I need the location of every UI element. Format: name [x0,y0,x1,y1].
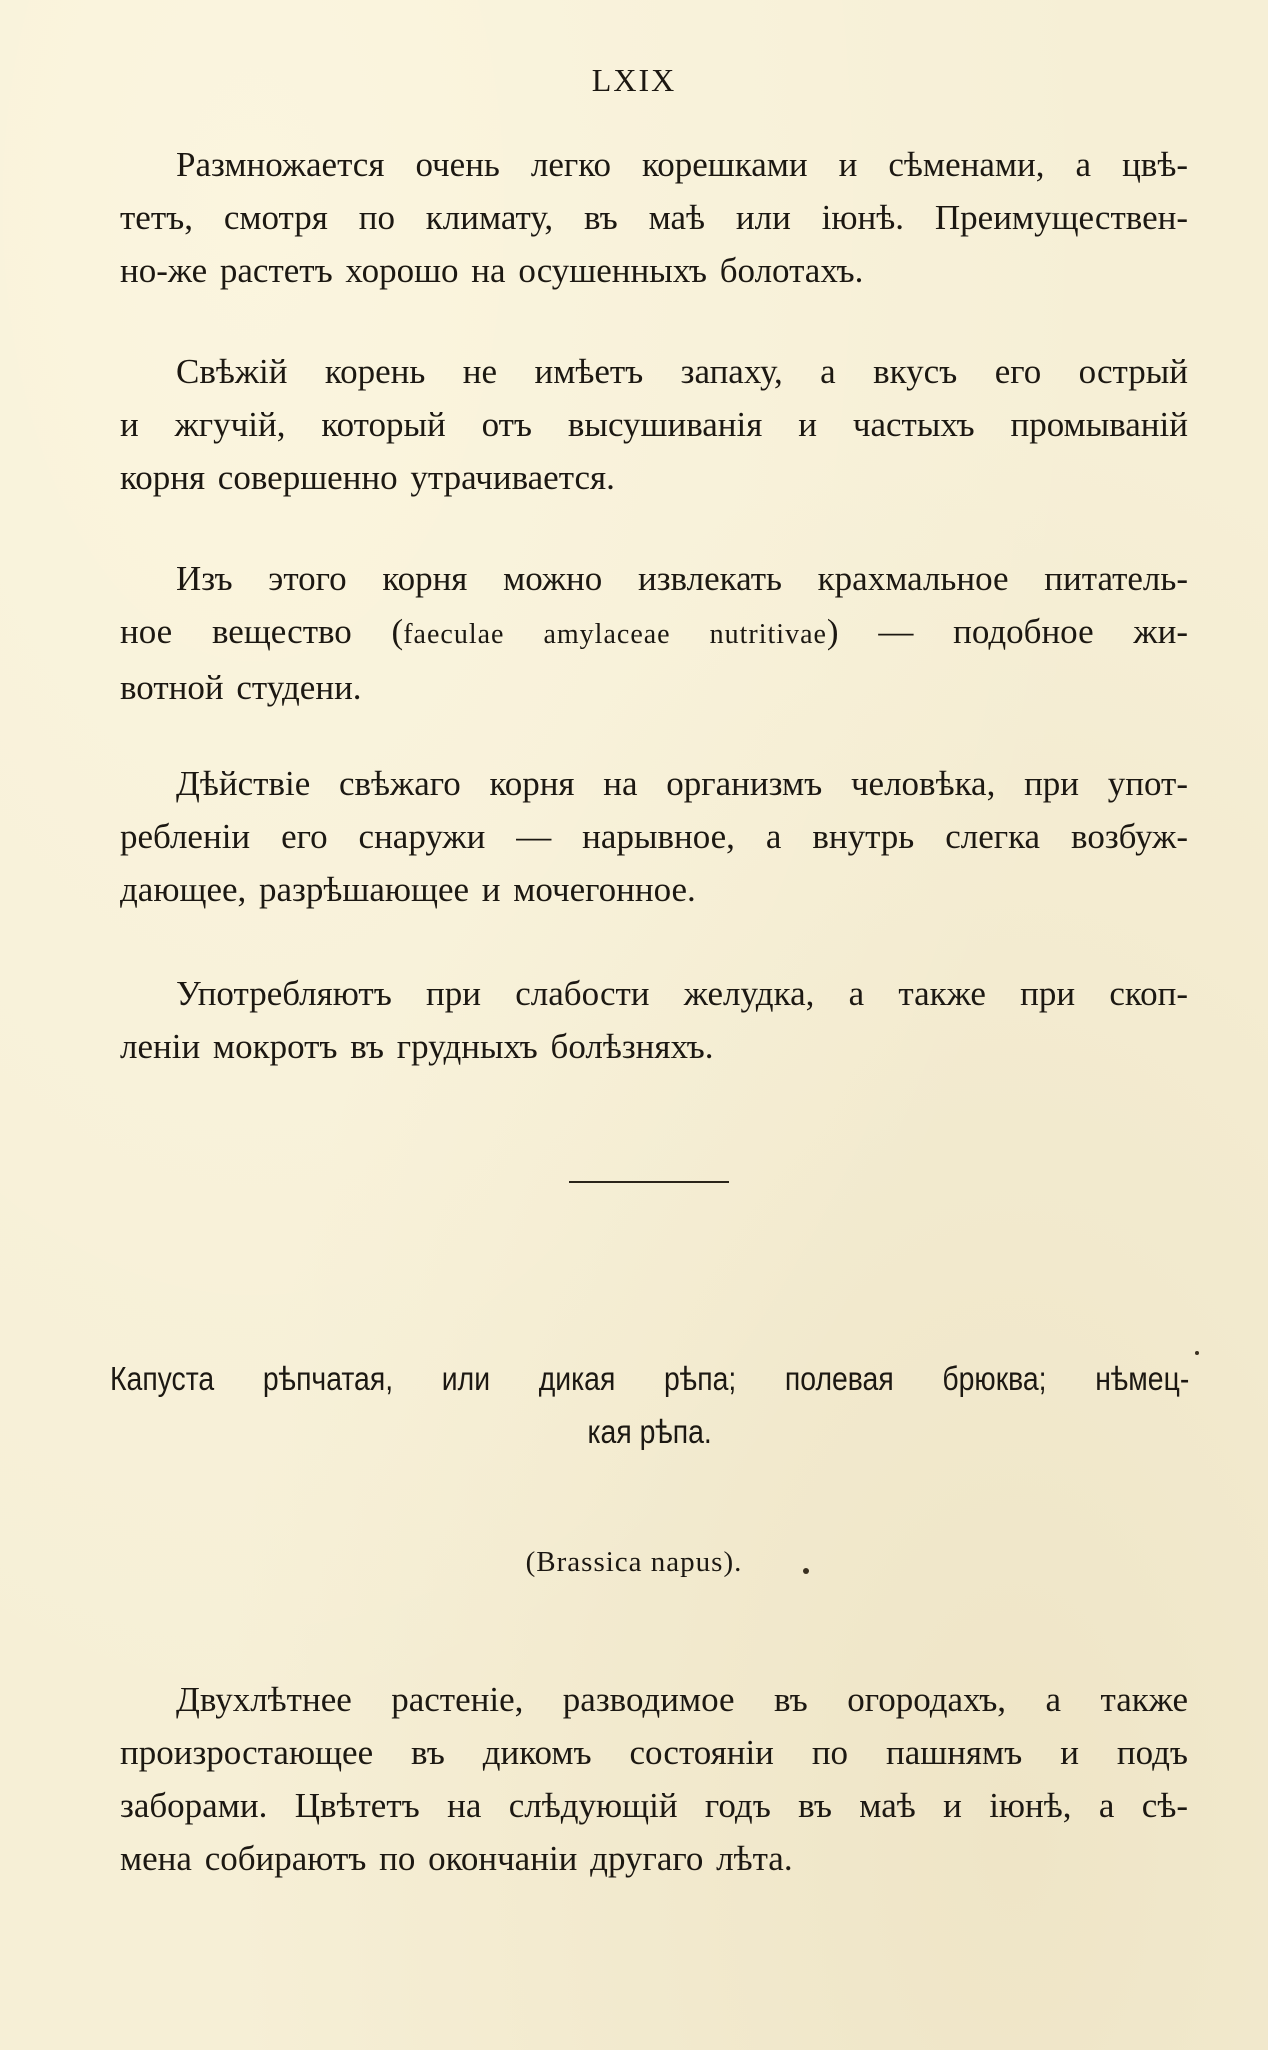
paragraph-action [120,757,1188,916]
ink-speck [1195,1351,1199,1355]
section-heading-line: кая рѣпа. [587,1413,712,1450]
paragraph-line: Дѣйствiе свѣжаго корня на организмъ человѣка, при упот- [176,764,1188,803]
paragraph-line: мена собираютъ по окончанiи другаго лѣта. [120,1839,793,1878]
latin-species-name: (Brassica napus). [525,1546,743,1578]
text-segment: ное вещество ( [120,612,404,651]
section-divider [569,1181,729,1183]
paragraph-line: тетъ, смотря по климату, въ маѣ или iюнѣ. Преимуществен- [120,198,1188,237]
paragraph-line: Двухлѣтнее растенiе, разводимое въ огородахъ, а также [176,1680,1188,1719]
section-heading [110,1352,1189,1458]
page-number: LXIX [591,62,677,98]
paragraph-line [120,605,1188,661]
paragraph-line: ребленiи его снаружи — нарывное, а внутрь слегка возбуж- [120,817,1188,856]
text-segment: ) — подобное жи- [826,612,1188,651]
paragraph-line: Употребляютъ при слабости желудка, а также при скоп- [176,974,1188,1013]
paragraph-usage [120,967,1188,1073]
paragraph-propagation [120,138,1188,297]
paragraph-line: вотной студени. [120,668,362,707]
paragraph-line: но-же растетъ хорошо на осушенныхъ болотахъ. [120,251,864,290]
section-heading-line: Капуста рѣпчатая, или дикая рѣпа; полевая брюква; нѣмец- [110,1360,1190,1397]
paragraph-line: корня совершенно утрачивается. [120,458,615,497]
paragraph-line: Размножается очень легко корешками и сѣменами, а цвѣ- [176,145,1188,184]
paragraph-line: заборами. Цвѣтетъ на слѣдующiй годъ въ маѣ и iюнѣ, а сѣ- [120,1786,1188,1825]
paragraph-taste [120,345,1188,504]
paragraph-line: Изъ этого корня можно извлекать крахмальное питатель- [176,559,1188,598]
latin-term: faeculae amylaceae nutritivae [403,619,827,650]
paragraph-line: и жгучiй, который отъ высушиванiя и частыхъ промыванiй [120,405,1188,444]
paragraph-starch [120,552,1188,714]
paragraph-description [120,1673,1188,1885]
ink-speck [803,1568,809,1574]
paragraph-line: ленiи мокротъ въ грудныхъ болѣзняхъ. [120,1027,714,1066]
paragraph-line: Свѣжiй корень не имѣетъ запаху, а вкусъ его острый [176,352,1188,391]
paragraph-line: дающее, разрѣшающее и мочегонное. [120,870,696,909]
paragraph-line: произростающее въ дикомъ состоянiи по пашнямъ и подъ [120,1733,1188,1772]
